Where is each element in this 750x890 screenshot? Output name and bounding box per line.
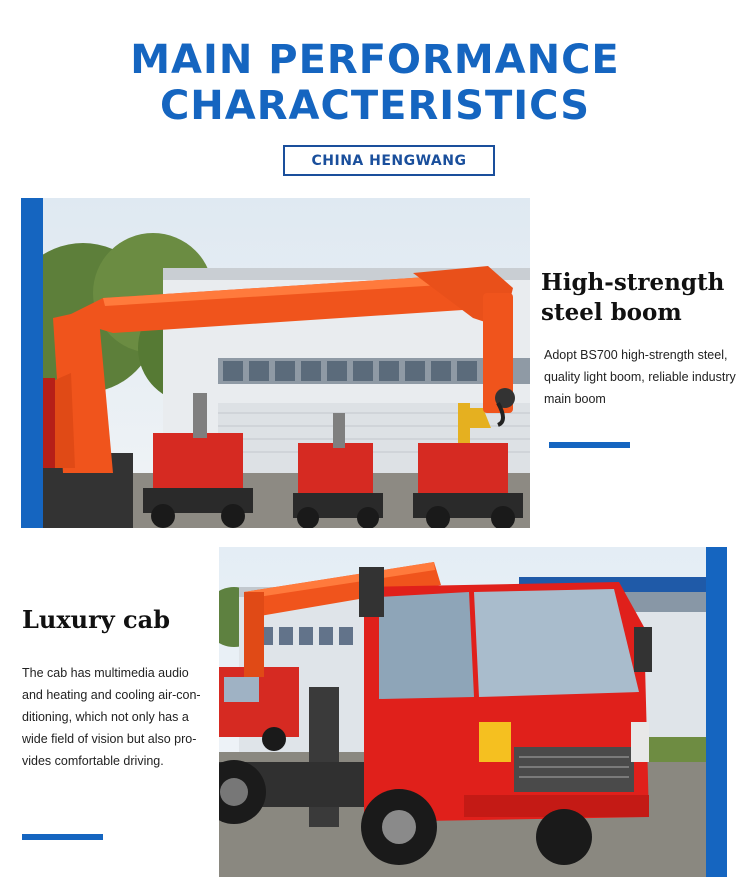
feature-title-boom-line2: steel boom bbox=[541, 299, 682, 326]
desc-line: quality light boom, reliable industry bbox=[544, 370, 736, 384]
feature-desc-cab bbox=[22, 662, 212, 772]
desc-line: wide field of vision but also pro- bbox=[22, 732, 197, 746]
desc-line: Adopt BS700 high-strength steel, bbox=[544, 348, 728, 362]
desc-line: ditioning, which not only has a bbox=[22, 710, 189, 724]
feature-title-boom-line1: High-strength bbox=[541, 269, 725, 296]
feature-accent-bar-boom bbox=[549, 442, 630, 448]
feature-title-cab: Luxury cab bbox=[22, 605, 170, 634]
desc-line: The cab has multimedia audio bbox=[22, 666, 189, 680]
photo-accent-strip-left bbox=[21, 198, 43, 528]
brand-badge bbox=[283, 145, 495, 176]
desc-line: main boom bbox=[544, 392, 606, 406]
page-title-line2: CHARACTERISTICS bbox=[159, 83, 591, 129]
feature-desc-boom bbox=[544, 344, 744, 410]
page-title-line1: MAIN PERFORMANCE bbox=[130, 37, 620, 83]
truck-cab-photo bbox=[219, 547, 706, 877]
crane-boom-photo bbox=[43, 198, 530, 528]
feature-accent-bar-cab bbox=[22, 834, 103, 840]
brand-label: CHINA HENGWANG bbox=[311, 152, 467, 169]
photo-accent-strip-right bbox=[706, 547, 727, 877]
desc-line: and heating and cooling air-con- bbox=[22, 688, 201, 702]
desc-line: vides comfortable driving. bbox=[22, 754, 164, 768]
